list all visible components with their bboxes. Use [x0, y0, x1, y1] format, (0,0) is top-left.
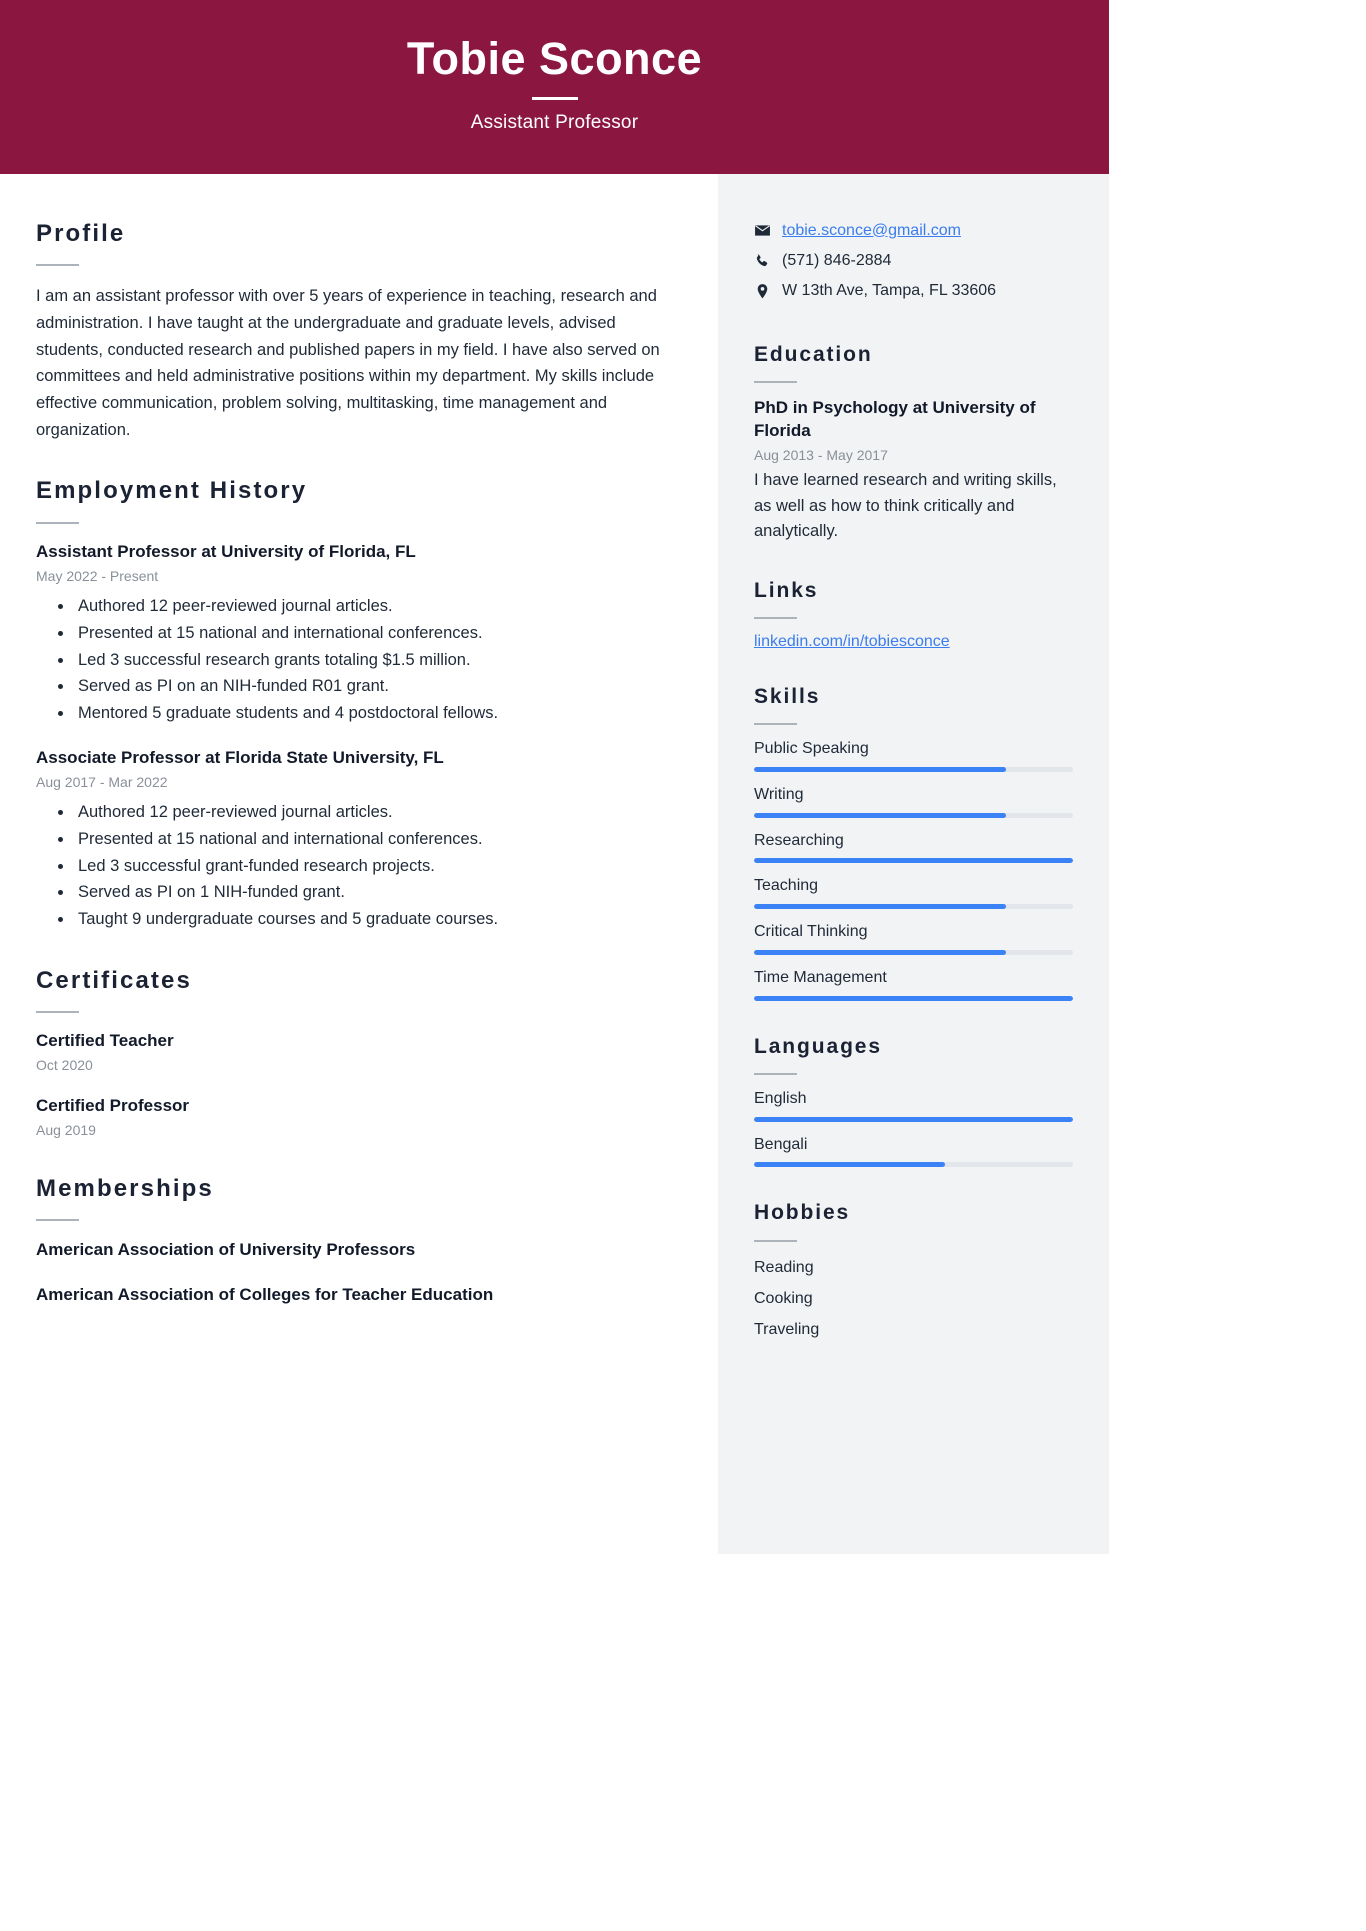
skill-fill — [754, 767, 1006, 772]
skill-fill — [754, 996, 1073, 1001]
language-label: English — [754, 1089, 807, 1107]
section-heading-education: Education — [754, 342, 873, 366]
phone-number: (571) 846-2884 — [782, 251, 892, 269]
section-rule — [754, 1073, 797, 1075]
employment-entry — [36, 747, 678, 933]
section-rule — [36, 1219, 79, 1221]
membership-item: American Association of University Professors — [36, 1240, 416, 1260]
sidebar-column — [718, 174, 1109, 1554]
section-rule — [754, 617, 797, 619]
section-skills — [754, 685, 1073, 1001]
resume-header — [0, 0, 1109, 174]
hobby-item: Cooking — [754, 1289, 813, 1307]
envelope-icon — [754, 222, 771, 239]
employment-bullets — [36, 593, 678, 727]
section-profile — [36, 220, 678, 444]
skill-label: Teaching — [754, 877, 819, 895]
employment-title: Associate Professor at Florida State University, FL — [36, 747, 444, 767]
section-certificates — [36, 967, 678, 1141]
hobby-item: Reading — [754, 1258, 814, 1276]
language-item — [754, 1135, 1073, 1168]
certificate-entry — [36, 1030, 678, 1075]
section-heading-hobbies: Hobbies — [754, 1201, 851, 1225]
language-track — [754, 1117, 1073, 1122]
list-item: • Served as PI on 1 NIH-funded grant. — [74, 879, 678, 906]
section-education — [754, 343, 1073, 545]
list-item: • Authored 12 peer-reviewed journal articles. — [74, 799, 678, 826]
linkedin-link[interactable]: linkedin.com/in/tobiesconce — [754, 632, 950, 650]
contact-row-address — [754, 280, 1073, 302]
skill-label: Public Speaking — [754, 739, 869, 757]
section-rule — [754, 381, 797, 383]
section-heading-memberships: Memberships — [36, 1174, 214, 1202]
certificate-title: Certified Professor — [36, 1096, 190, 1116]
profile-text: I am an assistant professor with over 5 years of experience in teaching, research and administration. I have taught at the undergraduate and graduate levels, advised students, conducted research and published papers in my field. I have also served on committees and held administrative positions within my department. My skills include effective communication, problem solving, multitasking, time management and organization. — [36, 287, 660, 439]
certificate-entry — [36, 1095, 678, 1140]
list-item: • Presented at 15 national and international conferences. — [74, 620, 678, 647]
section-employment-history — [36, 477, 678, 932]
skill-track — [754, 904, 1073, 909]
skill-fill — [754, 904, 1006, 909]
skill-track — [754, 950, 1073, 955]
skill-fill — [754, 858, 1073, 863]
contact-row-phone — [754, 250, 1073, 272]
skill-item — [754, 922, 1073, 955]
main-column — [0, 174, 718, 1554]
employment-date: May 2022 - Present — [36, 567, 159, 584]
phone-icon — [754, 253, 771, 270]
location-pin-icon — [754, 283, 771, 300]
list-item: • Led 3 successful grant-funded research projects. — [74, 853, 678, 880]
section-languages — [754, 1035, 1073, 1168]
membership-item: American Association of Colleges for Teacher Education — [36, 1285, 494, 1305]
skill-item — [754, 876, 1073, 909]
page-title: Tobie Sconce — [406, 33, 703, 84]
language-label: Bengali — [754, 1135, 808, 1153]
section-memberships — [36, 1175, 678, 1307]
skill-item — [754, 831, 1073, 864]
skill-fill — [754, 813, 1006, 818]
certificate-title: Certified Teacher — [36, 1031, 174, 1051]
list-item: • Presented at 15 national and international conferences. — [74, 826, 678, 853]
hobby-item: Traveling — [754, 1320, 820, 1338]
section-heading-skills: Skills — [754, 684, 821, 708]
resume-body — [0, 174, 1109, 1554]
language-item — [754, 1089, 1073, 1122]
skill-label: Writing — [754, 785, 804, 803]
contact-row-email — [754, 220, 1073, 242]
section-rule — [754, 1240, 797, 1242]
skill-label: Critical Thinking — [754, 923, 868, 941]
section-heading-employment: Employment History — [36, 477, 308, 505]
employment-entry — [36, 541, 678, 727]
contact-details — [754, 220, 1073, 303]
list-item: • Served as PI on an NIH-funded R01 grant. — [74, 673, 678, 700]
language-track — [754, 1162, 1073, 1167]
certificate-date: Oct 2020 — [36, 1057, 93, 1074]
section-heading-links: Links — [754, 578, 819, 602]
certificate-date: Aug 2019 — [36, 1122, 96, 1139]
list-item: • Led 3 successful research grants totaling $1.5 million. — [74, 647, 678, 674]
section-hobbies — [754, 1201, 1073, 1341]
section-heading-languages: Languages — [754, 1034, 882, 1058]
skill-fill — [754, 950, 1006, 955]
section-rule — [754, 723, 797, 725]
section-rule — [36, 522, 79, 524]
skill-label: Researching — [754, 831, 844, 849]
header-divider — [532, 97, 578, 100]
skill-track — [754, 813, 1073, 818]
list-item: • Taught 9 undergraduate courses and 5 graduate courses. — [74, 906, 678, 933]
section-heading-certificates: Certificates — [36, 966, 192, 994]
section-links — [754, 579, 1073, 651]
employment-date: Aug 2017 - Mar 2022 — [36, 773, 168, 790]
education-entry — [754, 397, 1073, 545]
section-rule — [36, 1011, 79, 1013]
section-heading-profile: Profile — [36, 219, 126, 247]
job-title-subtitle: Assistant Professor — [470, 111, 639, 133]
language-fill — [754, 1162, 945, 1167]
skill-track — [754, 767, 1073, 772]
education-date: Aug 2013 - May 2017 — [754, 446, 888, 463]
email-link[interactable]: tobie.sconce@gmail.com — [782, 221, 961, 239]
address-text: W 13th Ave, Tampa, FL 33606 — [782, 282, 997, 300]
employment-title: Assistant Professor at University of Florida, FL — [36, 542, 416, 561]
skill-label: Time Management — [754, 968, 887, 986]
skill-track — [754, 996, 1073, 1001]
education-title: PhD in Psychology at University of Florida — [754, 397, 1036, 440]
skill-item — [754, 785, 1073, 818]
list-item: • Mentored 5 graduate students and 4 postdoctoral fellows. — [74, 700, 678, 727]
education-description: I have learned research and writing skills, as well as how to think critically and analytically. — [754, 470, 1057, 541]
section-rule — [36, 264, 79, 266]
employment-bullets — [36, 799, 678, 933]
skill-item — [754, 968, 1073, 1001]
list-item: • Authored 12 peer-reviewed journal articles. — [74, 593, 678, 620]
language-fill — [754, 1117, 1073, 1122]
skill-item — [754, 739, 1073, 772]
skill-track — [754, 858, 1073, 863]
